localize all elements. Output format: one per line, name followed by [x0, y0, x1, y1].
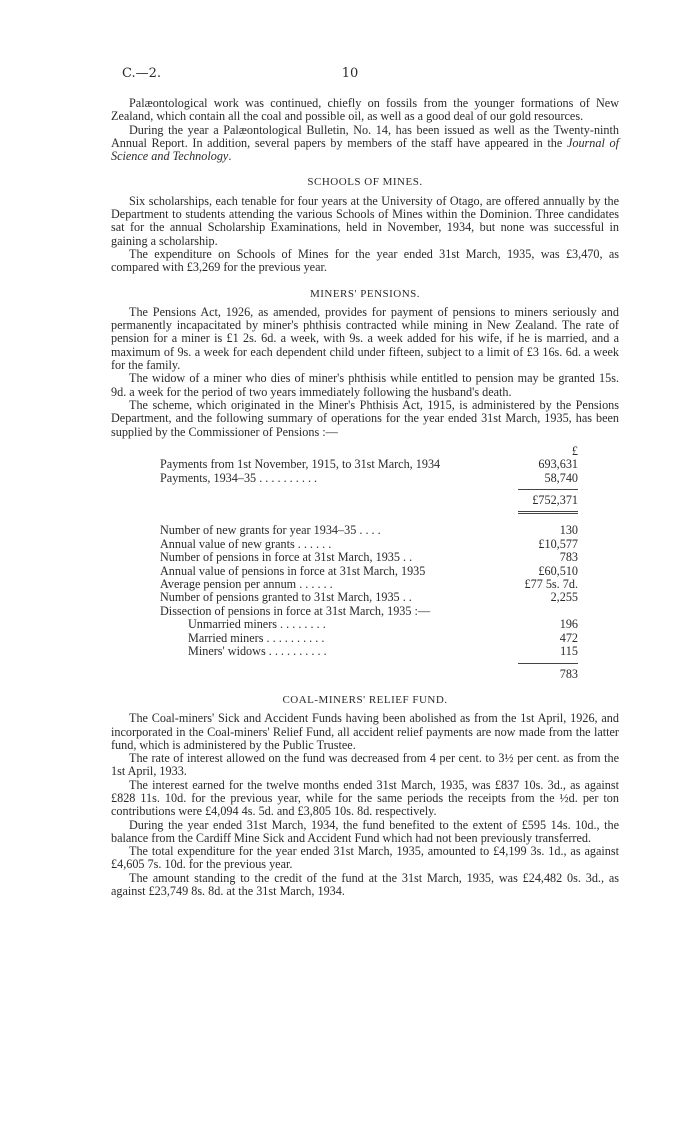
row-label: Payments, 1934–35 . . . . . . . . . .: [160, 471, 318, 485]
row-value: 783: [559, 550, 578, 565]
row-value: 115: [560, 644, 578, 659]
sum-rule: [518, 663, 578, 664]
section-heading-pensions: MINERS' PENSIONS.: [309, 287, 421, 300]
row-label: Unmarried miners . . . . . . . .: [188, 618, 326, 632]
double-rule: [518, 511, 578, 514]
row-label: Annual value of new grants . . . . . .: [160, 537, 332, 551]
journal-title: Journal of Science and Technology: [111, 135, 619, 164]
row-label: Annual value of pensions in force at 31st March, 1935: [160, 564, 426, 578]
table-row: [160, 605, 578, 618]
relief-paragraph-6: The amount standing to the credit of the fund at the 31st March, 1935, was £24,482 0s. 3d., as against £23,749 8s. 8d. at the 31st March, 1934.: [111, 870, 619, 899]
row-value: £77 5s. 7d.: [524, 577, 578, 592]
pensions-paragraph-1: The Pensions Act, 1926, as amended, provides for payment of pensions to miners seriously and permanently incapacitated by miner's phthisis contracted while mining in New Zealand. The rate of pension for a miner is £1 2s. 6d. a week, with 9s. a week added for his wife, if he is married, and a maximum of 9s. a week for each dependent child under fifteen, subject to a limit of £3 16s. 6d. a week for the family.: [111, 304, 619, 373]
row-label: Payments from 1st November, 1915, to 31st March, 1934: [160, 458, 441, 472]
row-value: £10,577: [538, 536, 578, 551]
table-row: [160, 551, 578, 564]
row-value: 2,255: [550, 590, 578, 605]
pensions-summary-table: [160, 445, 578, 681]
row-value: 693,631: [538, 457, 578, 472]
relief-paragraph-1: The Coal-miners' Sick and Accident Funds having been abolished as from the 1st April, 1926, and incorporated in the Coal-miners' Relief Fund, all accident relief payments are now made from the latter fund, which is administered by the Public Trustee.: [111, 711, 619, 752]
table-row: [160, 565, 578, 578]
currency-column-head: £: [571, 443, 578, 458]
table-row: [160, 645, 578, 658]
pensions-paragraph-3: The scheme, which originated in the Miner's Phthisis Act, 1915, is administered by the Pensions Department, and the following summary of operations for the year ended 31st March, 1935, has been supplied by the Commissioner of Pensions :—: [111, 397, 619, 439]
row-label: Average pension per annum . . . . . .: [160, 578, 333, 592]
intro-paragraph-2: During the year a Palæontological Bulletin, No. 14, has been issued as well as the Twenty-ninth Annual Report. In addition, several papers by members of the staff have appeared in the Journal of Science and Technology.: [111, 122, 619, 164]
table-row: [160, 632, 578, 645]
schools-paragraph-2: The expenditure on Schools of Mines for the year ended 31st March, 1935, was £3,470, as compared with £3,269 for the previous year.: [111, 246, 619, 275]
relief-paragraph-4: During the year ended 31st March, 1934, the fund benefited to the extent of £595 14s. 10d., the balance from the Cardiff Mine Sick and Accident Fund which had not been previously transferred.: [111, 817, 619, 845]
table-row: [160, 591, 578, 604]
relief-paragraph-5: The total expenditure for the year ended 31st March, 1935, amounted to £4,199 3s. 1d., as against £4,605 7s. 10d. for the previous year.: [111, 844, 619, 872]
row-label: Number of new grants for year 1934–35 . . . .: [160, 524, 381, 538]
document-reference: C.—2.: [122, 66, 162, 81]
table-row: [160, 524, 578, 537]
page-number: 10: [341, 66, 359, 81]
row-label: Number of pensions granted to 31st March, 1935 . .: [160, 591, 412, 605]
dissection-total: 783: [559, 666, 578, 681]
table-row: [160, 578, 578, 591]
row-label: Married miners . . . . . . . . . .: [188, 631, 325, 645]
row-value: 472: [559, 630, 578, 645]
section-heading-schools: SCHOOLS OF MINES.: [307, 176, 423, 189]
row-label: Number of pensions in force at 31st March, 1935 . .: [160, 551, 413, 565]
row-value: 196: [559, 617, 578, 632]
sum-rule: [518, 489, 578, 490]
intro-paragraph-1: Palæontological work was continued, chiefly on fossils from the younger formations of New Zealand, which contain all the coal and possible oil, as well as a good deal of our gold resources.: [111, 96, 619, 124]
row-value: 130: [559, 523, 578, 538]
schools-paragraph-1: Six scholarships, each tenable for four years at the University of Otago, are offered annually by the Department to students attending the various Schools of Mines within the Dominion. Three candidates sat for the annual Scholarship Examinations, held in November, 1934, but none was successful in gaining a scholarship.: [111, 193, 619, 248]
row-value: [508, 605, 578, 618]
row-value: £60,510: [538, 563, 578, 578]
relief-paragraph-3: The interest earned for the twelve months ended 31st March, 1935, was £837 10s. 3d., as against £828 11s. 10d. for the previous year, while for the same periods the receipts from the ½d. per ton contributions were £4,094 4s. 5d. and £3,805 10s. 8d. respectively.: [111, 777, 619, 819]
section-heading-relief-fund: COAL-MINERS' RELIEF FUND.: [282, 693, 448, 706]
table-row: [160, 458, 578, 471]
page-body: [111, 97, 619, 898]
row-label: Miners' widows . . . . . . . . . .: [188, 645, 327, 659]
row-label: Dissection of pensions in force at 31st March, 1935 :—: [160, 604, 431, 618]
payments-total: £752,371: [532, 493, 578, 508]
relief-paragraph-2: The rate of interest allowed on the fund was decreased from 4 per cent. to 3½ per cent. as from the 1st April, 1933.: [111, 751, 619, 779]
pensions-paragraph-2: The widow of a miner who dies of miner's phthisis while entitled to pension may be granted 15s. 9d. a week for the period of two years immediately following the husband's death.: [111, 371, 619, 399]
table-row: [160, 618, 578, 631]
row-value: 58,740: [544, 470, 578, 485]
table-row: [160, 472, 578, 485]
table-row: [160, 538, 578, 551]
